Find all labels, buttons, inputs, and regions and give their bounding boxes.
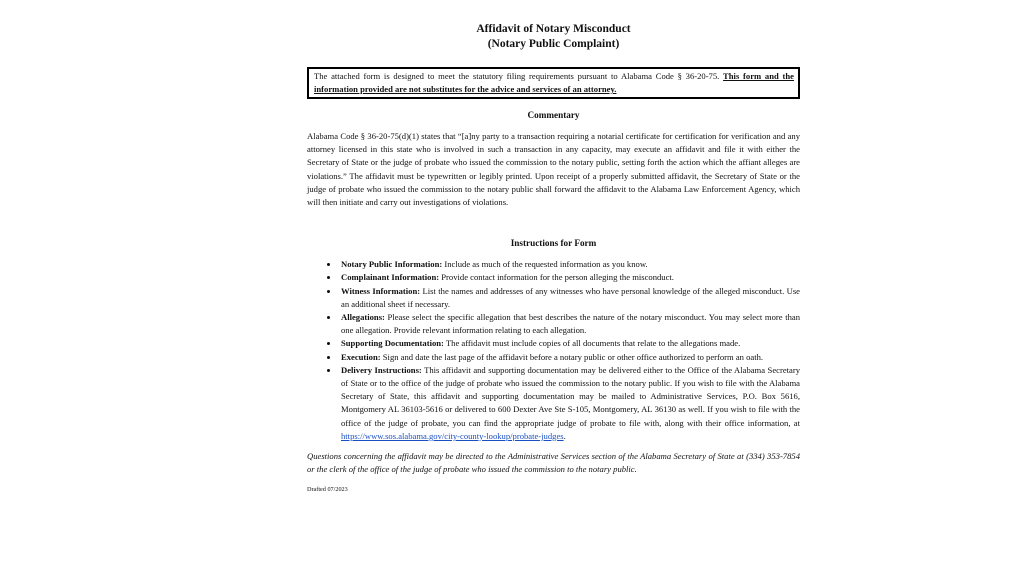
list-item-execution [339, 351, 800, 364]
item-text: Provide contact information for the person alleging the misconduct. [439, 272, 674, 283]
list-item-delivery [339, 364, 800, 443]
item-text: Sign and date the last page of the affidavit before a notary public or other office authorized to perform an oath. [380, 351, 764, 362]
notice-text: The attached form is designed to meet the statutory filing requirements pursuant to Alabama Code § 36-20-75. [314, 71, 724, 81]
instructions-heading: Instructions for Form [510, 238, 597, 249]
commentary-heading: Commentary [527, 110, 580, 120]
item-label: Notary Public Information: [341, 259, 443, 270]
drafted-date: Drafted 07/2023 [307, 485, 348, 493]
commentary-paragraph: Alabama Code § 36-20-75(d)(1) states that “[a]ny party to a transaction requiring a notarial certificate for certification for verification and any attorney licensed in this state who is involved in such a transaction in any capacity, may execute an affidavit and file it with either the Secretary of State or the judge of probate who issued the commission to the notary public, setting forth the action which the affiant alleges are violations.” The affidavit must be typewritten or legibly printed. Upon receipt of a properly submitted affidavit, the Secretary of State or the judge of probate who issued the commission to the notary public shall forward the affidavit to the Alabama Law Enforcement Agency, which will then initiate and carry out investigations of violations. [307, 131, 800, 208]
questions-note: Questions concerning the affidavit may be directed to the Administrative Services section of the Alabama Secretary of State at (334) 353-7854 or the clerk of the office of the judge of probate who issued the commission to the notary public. [307, 451, 800, 475]
list-item-supporting-docs [339, 337, 800, 350]
item-text: Include as much of the requested information as you know. [442, 259, 648, 270]
title-line-1: Affidavit of Notary Misconduct [476, 23, 631, 35]
item-label: Complainant Information: [341, 272, 440, 283]
item-text: List the names and addresses of any witnesses who have personal knowledge of the alleged misconduct. Use an additional sheet if necessary. [341, 285, 800, 309]
item-label: Witness Information: [341, 285, 421, 296]
list-item-notary-info [339, 258, 800, 271]
list-item-complainant-info [339, 271, 800, 284]
item-text: This affidavit and supporting documentation may be delivered either to the Office of the Alabama Secretary of State or to the office of the judge of probate who issued the commission to the notary public. If you wish to file with the Alabama Secretary of State, this affidavit and supporting documentation may be mailed to Administrative Services, P.O. Box 5616, Montgomery AL 36103-5616 or delivered to 600 Dexter Ave Ste S-105, Montgomery, AL 36130 as well. If you wish to file with the office of the judge of probate, you can find the appropriate judge of probate to file with, along with their office information, at [341, 364, 800, 428]
item-label: Execution: [341, 351, 381, 362]
notice-emphasis: This form and the information provided are not substitutes for the advice and services of an attorney. [314, 71, 794, 94]
instructions-list [307, 258, 800, 443]
link-suffix: . [563, 430, 566, 441]
list-item-allegations [339, 311, 800, 337]
document-body [307, 22, 800, 494]
item-text: Please select the specific allegation that best describes the nature of the notary misconduct. You may select more than one allegation. Provide relevant information relating to each allegation. [341, 312, 800, 336]
probate-judges-link[interactable]: https://www.sos.alabama.gov/city-county-lookup/probate-judges [341, 430, 564, 441]
item-label: Allegations: [341, 312, 385, 323]
statutory-notice-box [307, 67, 800, 99]
item-label: Delivery Instructions: [341, 364, 422, 375]
title-line-2: (Notary Public Complaint) [487, 38, 620, 50]
document-title [307, 22, 800, 52]
list-item-witness-info [339, 285, 800, 311]
item-text: The affidavit must include copies of all documents that relate to the allegations made. [443, 338, 741, 349]
item-label: Supporting Documentation: [341, 338, 444, 349]
